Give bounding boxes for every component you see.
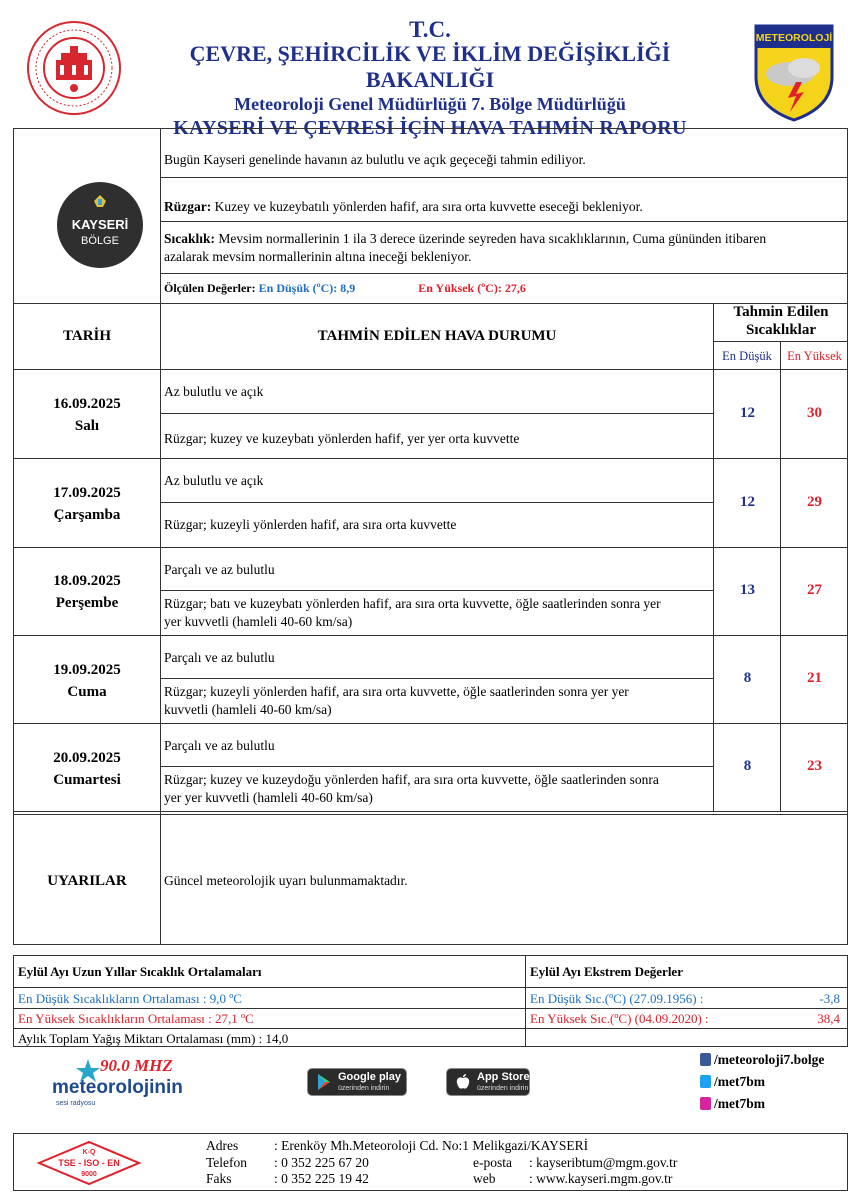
phone-value: : 0 352 225 67 20 [274, 1155, 369, 1170]
climate-avg-high: En Yüksek Sıcaklıkların Ortalaması : 27,1 ºC [18, 1011, 254, 1026]
day-wind-cont: yer kuvvetli (hamleli 40-60 km/sa) [164, 614, 353, 629]
extreme-low-label: En Düşük Sıc.(ºC) (27.09.1956) : [530, 991, 704, 1006]
cert-line2: TSE - ISO - EN [58, 1158, 120, 1168]
day-low-temp: 8 [743, 670, 752, 686]
web-link[interactable]: : www.kayseri.mgm.gov.tr [529, 1171, 673, 1186]
warnings-text: Güncel meteorolojik uyarı bulunmamaktadır. [164, 873, 408, 888]
climate-left-title: Eylül Ayı Uzun Yıllar Sıcaklık Ortalamaları [18, 964, 262, 979]
phone-label: Telefon [206, 1155, 248, 1170]
kayseri-bolge-logo [56, 181, 144, 269]
day-low-temp: 12 [740, 405, 755, 421]
column-header-temps-1: Tahmin Edilen [733, 304, 829, 320]
day-high-temp: 21 [807, 670, 822, 686]
day-date: 17.09.2025 [53, 485, 121, 501]
day-date: 16.09.2025 [53, 396, 121, 412]
temperature-summary-label: Sıcaklık: [164, 231, 216, 246]
wind-summary-text: Kuzey ve kuzeybatılı yönlerden hafif, ara sıra orta kuvvette eseceği bekleniyor. [214, 199, 643, 214]
extreme-high-value: 38,4 [817, 1011, 840, 1026]
app-store-label: App Store [477, 1071, 530, 1083]
title-ministry: ÇEVRE, ŞEHİRCİLİK VE İKLİM DEĞİŞİKLİĞİ BAKANLIĞI [189, 41, 671, 92]
contact-footer [13, 1133, 848, 1191]
day-wind: Rüzgar; kuzeyli yönlerden hafif, ara sıra orta kuvvette, öğle saatlerinden sonra yer yer [164, 684, 629, 699]
climate-right-title: Eylül Ayı Ekstrem Değerler [530, 964, 683, 979]
radio-name: meteorolojinin [52, 1077, 183, 1098]
instagram-link[interactable] [700, 1095, 765, 1113]
facebook-handle: /meteoroloji7.bolge [714, 1052, 825, 1067]
day-wind-cont: kuvvetli (hamleli 40-60 km/sa) [164, 702, 332, 717]
address-value: : Erenköy Mh.Meteoroloji Cd. No:1 Melikgazi/KAYSERİ [274, 1138, 589, 1153]
day-high-temp: 23 [807, 758, 822, 774]
day-date: 19.09.2025 [53, 662, 121, 678]
day-weekday: Cumartesi [53, 772, 121, 788]
kayseri-logo-line1: KAYSERİ [71, 217, 129, 232]
forecast-table [13, 128, 848, 815]
day-weather: Parçalı ve az bulutlu [164, 738, 275, 753]
warnings-label: UYARILAR [47, 873, 127, 889]
day-weather: Az bulutlu ve açık [164, 473, 264, 488]
day-weather: Parçalı ve az bulutlu [164, 562, 275, 577]
column-header-high: En Yüksek [787, 349, 842, 363]
day-low-temp: 8 [743, 758, 752, 774]
day-high-temp: 27 [807, 582, 822, 598]
day-weather: Parçalı ve az bulutlu [164, 650, 275, 665]
temperature-summary-text-1: Mevsim normallerinin 1 ila 3 derece üzerinde seyreden hava sıcaklıklarının, Cuma gününden itibaren [218, 231, 767, 246]
day-date: 18.09.2025 [53, 573, 121, 589]
measured-values [164, 279, 526, 297]
ministry-seal-icon [26, 20, 122, 116]
day-weekday: Cuma [67, 684, 107, 700]
kayseri-logo-line2: BÖLGE [81, 235, 119, 247]
wind-summary-label: Rüzgar: [164, 199, 212, 214]
day-weekday: Perşembe [55, 595, 119, 611]
climate-table [13, 955, 848, 1047]
title-report: KAYSERİ VE ÇEVRESİ İÇİN HAVA TAHMİN RAPORU [173, 117, 687, 139]
shield-label: METEOROLOJİ [755, 32, 833, 44]
day-wind: Rüzgar; kuzey ve kuzeydoğu yönlerden hafif, ara sıra orta kuvvette, öğle saatlerinden sonra [164, 772, 659, 787]
temperature-summary-text-2: azalarak mevsim normallerinin altına ineceği bekleniyor. [164, 249, 472, 264]
column-header-low: En Düşük [722, 349, 772, 363]
fax-label: Faks [206, 1171, 232, 1186]
instagram-icon [700, 1097, 711, 1110]
extreme-high-label: En Yüksek Sıc.(ºC) (04.09.2020) : [530, 1011, 709, 1026]
day-low-temp: 12 [740, 494, 755, 510]
general-forecast: Bugün Kayseri genelinde havanın az bulutlu ve açık geçeceği tahmin ediliyor. [164, 152, 586, 167]
day-weekday: Çarşamba [53, 507, 121, 523]
email-link[interactable]: : kayseribtum@mgm.gov.tr [529, 1155, 678, 1170]
app-store-button[interactable] [446, 1068, 530, 1096]
measured-low: En Düşük (ºC): 8,9 [258, 281, 356, 295]
google-play-icon [316, 1073, 332, 1091]
measured-high: En Yüksek (ºC): 27,6 [418, 281, 526, 295]
climate-avg-low: En Düşük Sıcaklıkların Ortalaması : 9,0 ºC [18, 991, 242, 1006]
day-wind: Rüzgar; batı ve kuzeybatı yönlerden hafif, ara sıra orta kuvvette, öğle saatlerinden sonra yer [164, 596, 661, 611]
climate-avg-rain: Aylık Toplam Yağış Miktarı Ortalaması (mm) : 14,0 [18, 1031, 289, 1046]
day-date: 20.09.2025 [53, 750, 121, 766]
twitter-handle: /met7bm [714, 1074, 765, 1089]
cert-line3: 9000 [81, 1171, 97, 1178]
wind-summary [164, 198, 643, 216]
cert-line1: K-Q [82, 1149, 96, 1156]
temperature-summary [164, 230, 766, 248]
column-header-date: TARİH [62, 328, 112, 344]
day-high-temp: 30 [807, 405, 822, 421]
tse-certificate-icon [36, 1140, 142, 1186]
apple-icon [455, 1073, 471, 1091]
fax-value: : 0 352 225 19 42 [274, 1171, 369, 1186]
app-store-sub: üzerinden indirin [477, 1085, 529, 1092]
day-wind-cont: yer yer kuvvetli (hamleli 40-60 km/sa) [164, 790, 373, 805]
facebook-icon [700, 1053, 711, 1066]
warnings-block [13, 814, 848, 945]
day-weekday: Salı [74, 418, 100, 434]
email-label: e-posta [473, 1155, 512, 1170]
extreme-low-value: -3,8 [819, 991, 840, 1006]
google-play-sub: üzerinden indirin [338, 1085, 390, 1092]
day-wind: Rüzgar; kuzeyli yönlerden hafif, ara sıra orta kuvvette [164, 517, 457, 532]
instagram-handle: /met7bm [714, 1096, 765, 1111]
column-header-temps-2: Sıcaklıklar [745, 322, 816, 338]
twitter-icon [700, 1075, 711, 1088]
google-play-label: Google play [338, 1071, 401, 1083]
facebook-link[interactable] [700, 1051, 824, 1069]
column-header-forecast: TAHMİN EDİLEN HAVA DURUMU [317, 328, 557, 344]
web-label: web [473, 1171, 496, 1186]
radio-frequency: 90.0 MHZ [100, 1056, 173, 1075]
google-play-button[interactable] [307, 1068, 407, 1096]
measured-label: Ölçülen Değerler: [164, 281, 256, 295]
twitter-link[interactable] [700, 1073, 765, 1091]
title-directorate: Meteoroloji Genel Müdürlüğü 7. Bölge Müdürlüğü [234, 94, 626, 114]
report-header [0, 0, 862, 139]
day-weather: Az bulutlu ve açık [164, 384, 264, 399]
day-high-temp: 29 [807, 494, 822, 510]
day-low-temp: 13 [740, 582, 755, 598]
radio-logo[interactable] [48, 1055, 208, 1110]
radio-subtitle: sesi radyosu [56, 1100, 96, 1107]
title-tc: T.C. [409, 17, 451, 42]
meteoroloji-shield-icon [752, 22, 836, 122]
address-label: Adres [206, 1138, 239, 1153]
report-titles [130, 18, 730, 141]
day-wind: Rüzgar; kuzey ve kuzeybatı yönlerden hafif, yer yer orta kuvvette [164, 431, 520, 446]
